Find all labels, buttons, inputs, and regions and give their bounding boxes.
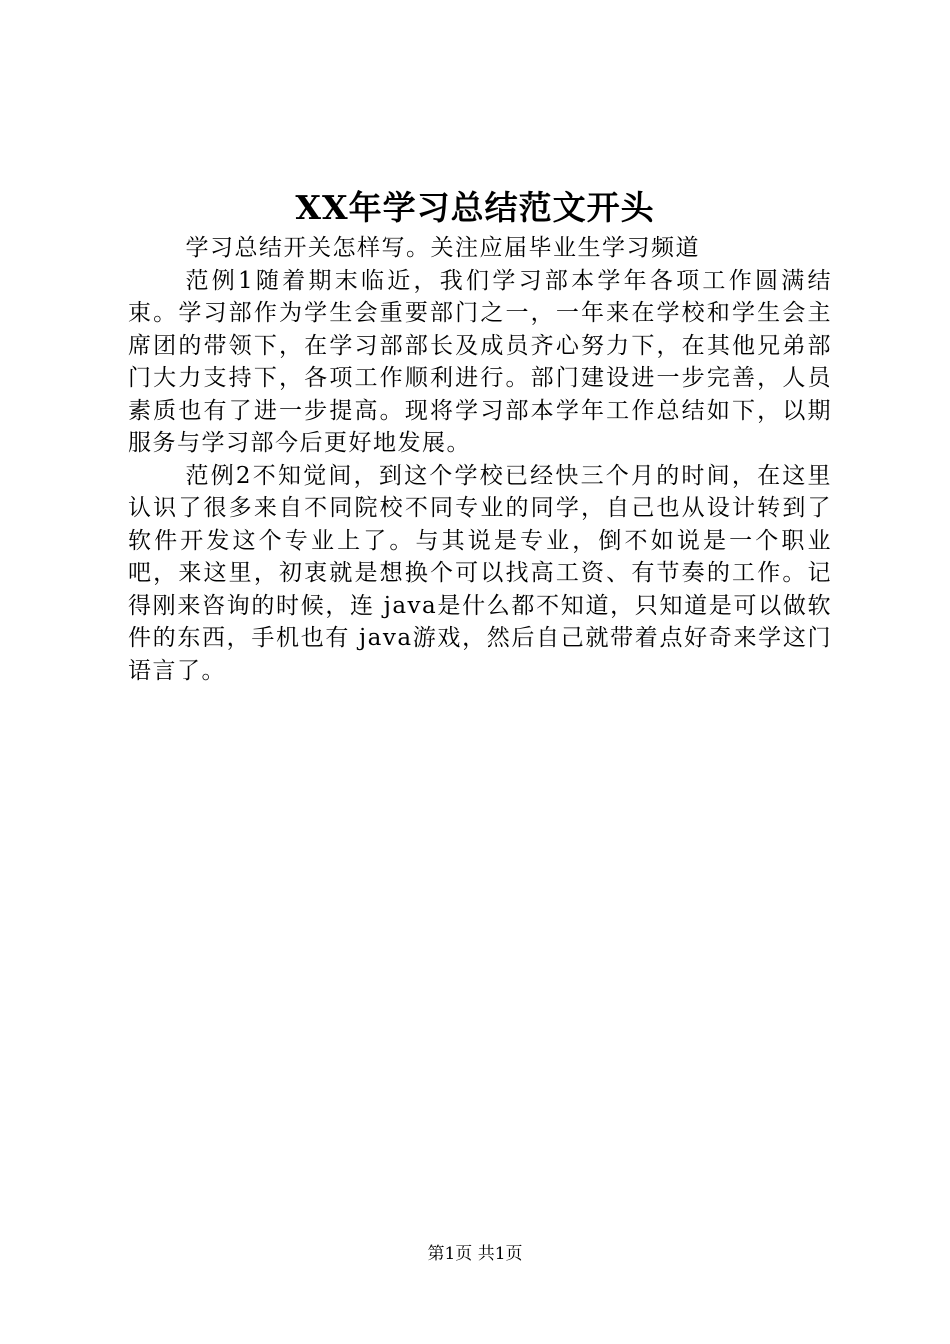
- paragraph-intro: 学习总结开关怎样写。关注应届毕业生学习频道: [185, 235, 700, 261]
- paragraph-example-1: 范例1随着期末临近，我们学习部本学年各项工作圆满结束。学习部作为学生会重要部门之一，一年来在学校和学生会主席团的带领下，在学习部部长及成员齐心努力下，在其他兄弟部门大力支持下，各项工作顺利进行。部门建设进一步完善，人员素质也有了进一步提高。现将学习部本学年工作总结如下，以期服务与学习部今后更好地发展。: [128, 267, 832, 456]
- page-footer: 第1页 共1页: [427, 1244, 523, 1264]
- document-body: [128, 232, 832, 687]
- document-title: XX年学习总结范文开头: [295, 188, 655, 227]
- paragraph-example-2: 范例2不知觉间，到这个学校已经快三个月的时间，在这里认识了很多来自不同院校不同专业的同学，自己也从设计转到了软件开发这个专业上了。与其说是专业，倒不如说是一个职业吧，来这里，初衷就是想换个可以找高工资、有节奏的工作。记得刚来咨询的时候，连 java是什么都不知道，只知道是可以做软件的东西，手机也有 java游戏，然后自己就带着点好奇来学这门语言了。: [128, 462, 832, 684]
